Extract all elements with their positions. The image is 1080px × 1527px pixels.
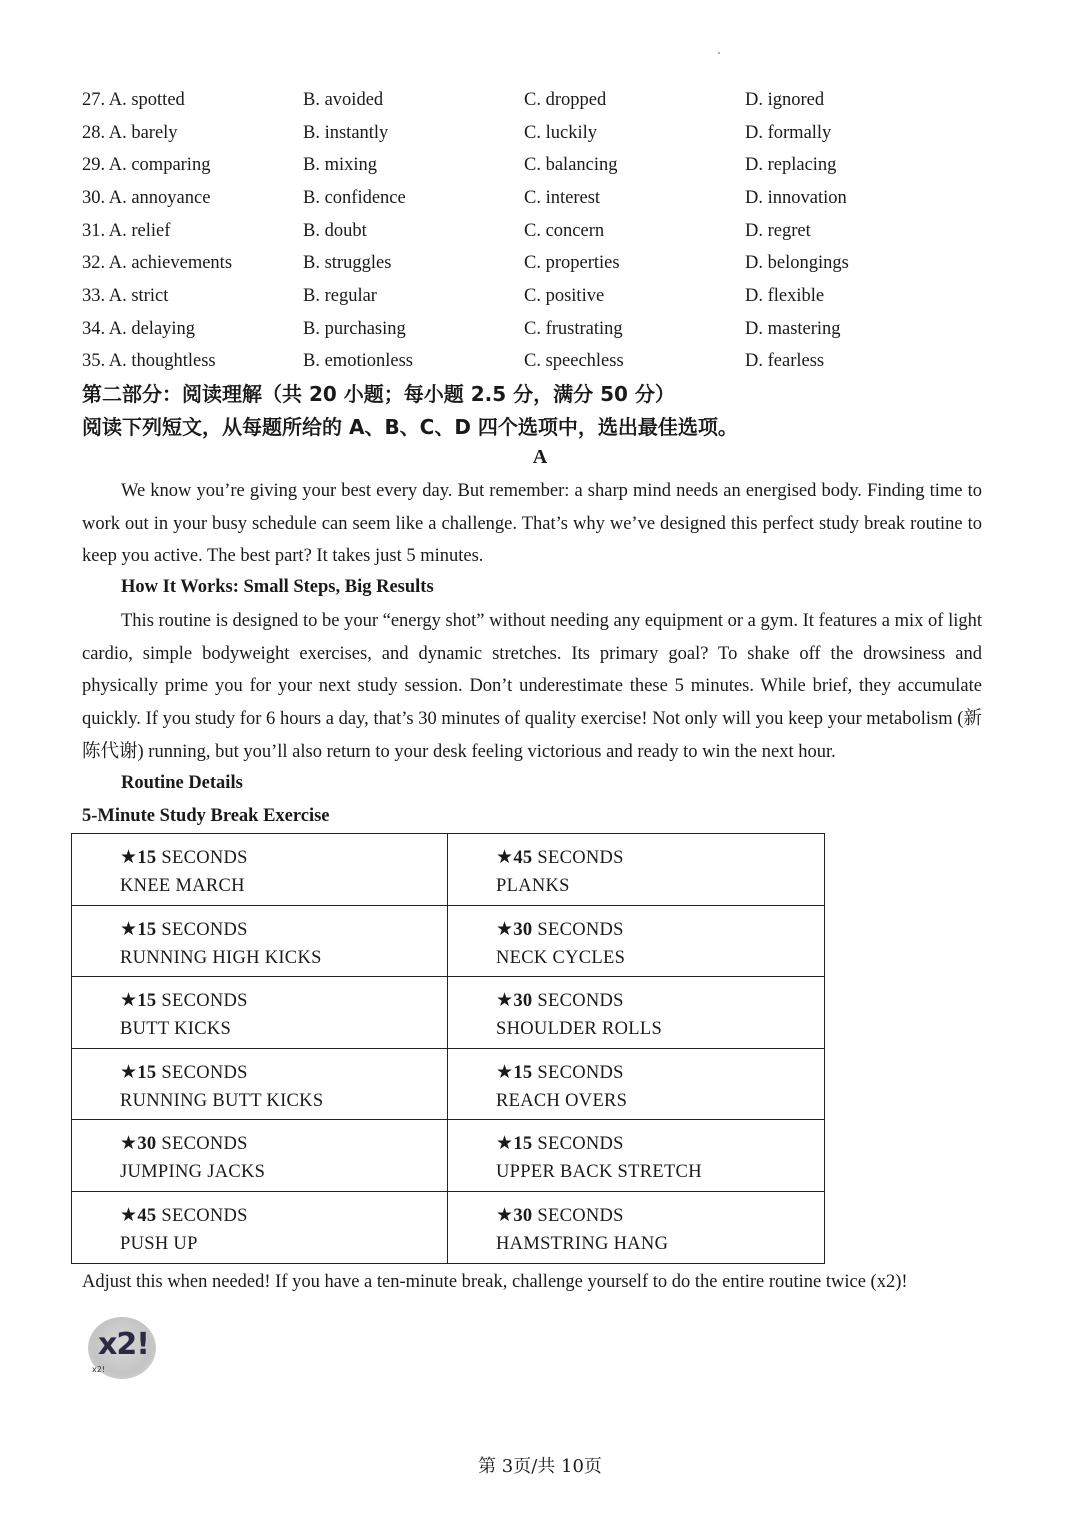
seconds-unit: SECONDS [156, 1134, 248, 1154]
routine-details-heading: Routine Details [121, 773, 243, 793]
option-row [82, 313, 982, 346]
option-d: D. ignored [745, 89, 825, 110]
option-row [82, 84, 982, 117]
exercise-row [72, 977, 824, 1049]
exercise-seconds: 30 [513, 919, 533, 940]
exercise-name: REACH OVERS [496, 1090, 628, 1111]
exercise-seconds: 30 [513, 1205, 533, 1226]
exercise-cell [72, 977, 448, 1048]
option-a: 35. A. thoughtless [82, 351, 216, 372]
exercise-duration [120, 844, 447, 872]
option-c: C. properties [524, 253, 620, 274]
option-b: B. avoided [303, 89, 384, 110]
exercise-duration [120, 1059, 447, 1087]
exercise-cell [72, 1049, 448, 1120]
seconds-unit: SECONDS [532, 1062, 624, 1083]
star-icon: ★ [120, 1061, 138, 1083]
option-a: 34. A. delaying [82, 318, 196, 339]
exercise-cell [448, 1049, 824, 1120]
exercise-cell [72, 834, 448, 905]
option-row [82, 182, 982, 215]
exercise-table [71, 833, 825, 1264]
star-icon: ★ [120, 1133, 138, 1154]
x2-badge-main: x2! [98, 1327, 149, 1362]
exercise-cell [72, 906, 448, 977]
exercise-cell [448, 834, 824, 905]
table-title: 5-Minute Study Break Exercise [82, 806, 330, 826]
option-row [82, 247, 982, 280]
exercise-name: BUTT KICKS [120, 1019, 232, 1039]
exercise-seconds: 15 [513, 1134, 533, 1154]
exercise-duration [496, 1130, 824, 1158]
option-a: 30. A. annoyance [82, 187, 211, 208]
option-d: D. regret [745, 220, 811, 241]
exercise-seconds: 15 [137, 919, 157, 940]
exercise-cell [448, 906, 824, 977]
option-b: B. purchasing [303, 318, 406, 339]
option-d: D. flexible [745, 285, 825, 306]
exercise-seconds: 30 [137, 1134, 157, 1154]
exercise-cell [448, 977, 824, 1048]
page-footer: 第 3页/共 10页 [478, 1456, 602, 1477]
exercise-duration [496, 916, 824, 944]
option-a: 32. A. achievements [82, 253, 233, 274]
exercise-name: UPPER BACK STRETCH [496, 1162, 702, 1182]
option-c: C. balancing [524, 155, 618, 176]
option-a: 33. A. strict [82, 285, 169, 306]
passage-intro: We know you’re giving your best every day. But remember: a sharp mind needs an energised body. Finding time to work out in your busy schedule can seem like a challenge. That’s why we’ve designed this perfect study break routine to keep you active. The best part? It takes just 5 minutes. [82, 481, 982, 567]
x2-badge-image [88, 1317, 156, 1379]
exercise-duration [120, 916, 447, 944]
exercise-seconds: 15 [137, 991, 157, 1011]
option-c: C. positive [524, 285, 605, 306]
option-b: B. regular [303, 285, 377, 306]
exercise-cell [448, 1192, 824, 1264]
star-icon: ★ [120, 918, 138, 940]
seconds-unit: SECONDS [156, 919, 248, 940]
star-icon: ★ [496, 1061, 514, 1083]
option-c: C. speechless [524, 351, 624, 372]
seconds-unit: SECONDS [532, 1205, 624, 1226]
adjust-note: Adjust this when needed! If you have a ten-minute break, challenge yourself to do the entire routine twice (x2)! [82, 1272, 908, 1292]
option-b: B. emotionless [303, 351, 413, 372]
exercise-name: PLANKS [496, 876, 570, 896]
option-c: C. dropped [524, 89, 607, 110]
option-b: B. confidence [303, 187, 406, 208]
exercise-cell [448, 1120, 824, 1191]
seconds-unit: SECONDS [156, 991, 248, 1011]
star-icon: ★ [120, 1204, 138, 1226]
option-b: B. mixing [303, 155, 378, 176]
option-d: D. mastering [745, 318, 841, 339]
how-it-works-heading: How It Works: Small Steps, Big Results [121, 577, 434, 597]
scan-dot [718, 52, 720, 54]
exercise-name: NECK CYCLES [496, 947, 626, 968]
exercise-seconds: 45 [513, 848, 533, 868]
answer-options-grid [82, 84, 982, 378]
exercise-duration [496, 844, 824, 872]
how-it-works-text: This routine is designed to be your “energy shot” without needing any equipment or a gym. It features a mix of light cardio, simple bodyweight exercises, and dynamic stretches. Its primary goal? To shake off the drowsiness and physically prime you for your next study session. Don’t underestimate these 5 minutes. While brief, they accumulate quickly. If you study for 6 hours a day, that’s 30 minutes of quality exercise! Not only will you keep your metabolism (新陈代谢) running, but you’ll also return to your desk feeling victorious and ready to win the next hour. [82, 611, 982, 762]
star-icon: ★ [496, 847, 514, 868]
seconds-unit: SECONDS [156, 1205, 248, 1226]
seconds-unit: SECONDS [156, 1062, 248, 1083]
exercise-cell [72, 1120, 448, 1191]
exercise-name: KNEE MARCH [120, 876, 245, 896]
exercise-row [72, 834, 824, 906]
option-c: C. concern [524, 220, 605, 241]
exercise-duration [496, 1202, 824, 1230]
exercise-seconds: 15 [513, 1062, 533, 1083]
star-icon: ★ [496, 990, 514, 1011]
option-a: 31. A. relief [82, 220, 171, 241]
option-a: 28. A. barely [82, 122, 178, 143]
option-a: 29. A. comparing [82, 155, 211, 176]
exercise-seconds: 30 [513, 991, 533, 1011]
section-two-instruction: 阅读下列短文，从每题所给的 A、B、C、D 四个选项中，选出最佳选项。 [82, 415, 738, 439]
seconds-unit: SECONDS [532, 1134, 624, 1154]
option-row [82, 215, 982, 248]
exercise-name: RUNNING BUTT KICKS [120, 1090, 324, 1111]
option-row [82, 280, 982, 313]
seconds-unit: SECONDS [532, 848, 624, 868]
exercise-duration [120, 1130, 447, 1158]
option-row [82, 117, 982, 150]
option-row [82, 149, 982, 182]
option-d: D. belongings [745, 253, 849, 274]
exercise-seconds: 15 [137, 848, 157, 868]
x2-badge-small: x2! [92, 1365, 106, 1374]
option-d: D. replacing [745, 155, 837, 176]
seconds-unit: SECONDS [532, 991, 624, 1011]
star-icon: ★ [496, 1204, 514, 1226]
exercise-cell [72, 1192, 448, 1264]
exercise-name: JUMPING JACKS [120, 1162, 266, 1182]
exercise-row [72, 906, 824, 978]
star-icon: ★ [496, 918, 514, 940]
option-d: D. fearless [745, 351, 825, 372]
option-c: C. interest [524, 187, 601, 208]
section-two-title: 第二部分：阅读理解（共 20 小题；每小题 2.5 分，满分 50 分） [82, 382, 675, 406]
star-icon: ★ [496, 1133, 514, 1154]
option-b: B. struggles [303, 253, 392, 274]
option-row [82, 346, 982, 379]
exercise-row [72, 1192, 824, 1264]
exercise-duration [120, 1202, 447, 1230]
option-d: D. innovation [745, 187, 847, 208]
seconds-unit: SECONDS [532, 919, 624, 940]
exercise-name: PUSH UP [120, 1233, 198, 1254]
option-d: D. formally [745, 122, 832, 143]
exercise-duration [496, 1059, 824, 1087]
exercise-duration [496, 987, 824, 1015]
exercise-duration [120, 987, 447, 1015]
seconds-unit: SECONDS [156, 848, 248, 868]
option-b: B. doubt [303, 220, 367, 241]
exercise-row [72, 1120, 824, 1192]
exercise-seconds: 15 [137, 1062, 157, 1083]
star-icon: ★ [120, 990, 138, 1011]
exercise-name: RUNNING HIGH KICKS [120, 947, 322, 968]
option-a: 27. A. spotted [82, 89, 185, 110]
option-c: C. frustrating [524, 318, 623, 339]
option-b: B. instantly [303, 122, 389, 143]
exercise-row [72, 1049, 824, 1121]
exercise-name: HAMSTRING HANG [496, 1233, 669, 1254]
star-icon: ★ [120, 847, 138, 868]
exercise-seconds: 45 [137, 1205, 157, 1226]
exercise-name: SHOULDER ROLLS [496, 1019, 663, 1039]
passage-letter: A [532, 446, 548, 468]
option-c: C. luckily [524, 122, 597, 143]
